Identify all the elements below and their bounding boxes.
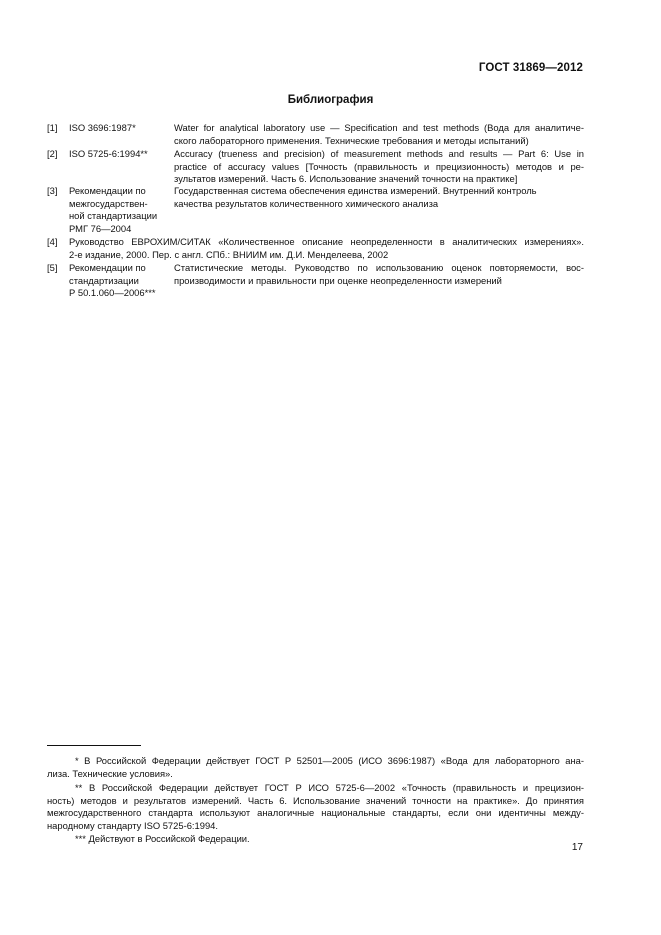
entry-description-line: качества результатов количественного химического анализа xyxy=(174,197,439,209)
entry-description xyxy=(174,122,584,147)
footnote-line: ность) методов и результатов измерений. Часть 6. Использование значений точности на практике». До принятия xyxy=(47,794,584,806)
bibliography-title: Библиография xyxy=(287,94,374,106)
footnote xyxy=(47,782,584,832)
entry-description-line: ского лабораторного применения. Технические требования и методы испытаний) xyxy=(174,134,529,146)
entry-source-line: стандартизации xyxy=(69,274,139,286)
entry-description-line: зультатов измерений. Часть 6. Использование значений точности на практике] xyxy=(174,173,518,185)
entry-source-line: РМГ 76—2004 xyxy=(69,223,132,235)
footnote-line: народному стандарту ISO 5725-6:1994. xyxy=(47,819,218,831)
entry-source xyxy=(69,148,148,161)
entry-description xyxy=(174,262,584,287)
page-number: 17 xyxy=(571,842,583,853)
entry-description xyxy=(174,148,584,186)
entry-number: [1] xyxy=(47,122,58,133)
footnote-line: межгосударственного стандарта используют аналогичные национальные стандарты, если они идентичны между- xyxy=(47,807,584,819)
entry-source-line: ной стандартизации xyxy=(69,210,158,222)
document-code-header: ГОСТ 31869—2012 xyxy=(478,62,583,74)
entry-source-line: Рекомендации по xyxy=(69,262,146,273)
entry-source-line: межгосударствен- xyxy=(69,197,148,209)
entry-description-line: practice of accuracy values [Точность (правильность и прецизионность) методов и ре- xyxy=(174,160,584,172)
entry-description xyxy=(174,185,584,210)
entry-number: [3] xyxy=(47,185,58,196)
footnote-line: лиза. Технические условия». xyxy=(47,767,173,779)
footnote-line: * В Российской Федерации действует ГОСТ Р 52501—2005 (ИСО 3696:1987) «Вода для лабораторного ана- xyxy=(75,755,584,766)
entry-number: [2] xyxy=(47,148,58,159)
entry-source xyxy=(69,122,136,135)
entry-description-line: производимости и правильности при оценке неопределенности измерений xyxy=(174,274,502,286)
entry-description-line: Water for analytical laboratory use — Specification and test methods (Вода для аналитиче- xyxy=(174,122,584,133)
entry-full-text xyxy=(69,236,584,261)
entry-source-line: ISO 5725-6:1994** xyxy=(69,148,148,159)
entry-description-line: Accuracy (trueness and precision) of measurement methods and results — Part 6: Use in xyxy=(174,148,584,159)
entry-number: [5] xyxy=(47,262,58,273)
footnote xyxy=(47,833,584,846)
entry-text-line: Руководство ЕВРОХИМ/СИТАК «Количественное описание неопределенности в аналитических измерениях». xyxy=(69,236,584,247)
footnote xyxy=(47,755,584,780)
entry-source-line: Рекомендации по xyxy=(69,185,146,196)
entry-number: [4] xyxy=(47,236,58,247)
footnote-line: *** Действуют в Российской Федерации. xyxy=(75,833,250,844)
footnote-line: ** В Российской Федерации действует ГОСТ Р ИСО 5725-6—2002 «Точность (правильность и прецизион- xyxy=(75,782,584,793)
entry-source-line: ISO 3696:1987* xyxy=(69,122,136,133)
footnote-separator xyxy=(47,745,141,746)
entry-source-line: Р 50.1.060—2006*** xyxy=(69,287,156,299)
entry-source xyxy=(69,185,157,236)
entry-description-line: Статистические методы. Руководство по использованию оценок повторяемости, вос- xyxy=(174,262,584,273)
entry-source xyxy=(69,262,156,300)
entry-text-line: 2-е издание, 2000. Пер. с англ. СПб.: ВНИИМ им. Д.И. Менделеева, 2002 xyxy=(69,248,389,260)
entry-description-line: Государственная система обеспечения единства измерений. Внутренний контроль xyxy=(174,185,537,196)
